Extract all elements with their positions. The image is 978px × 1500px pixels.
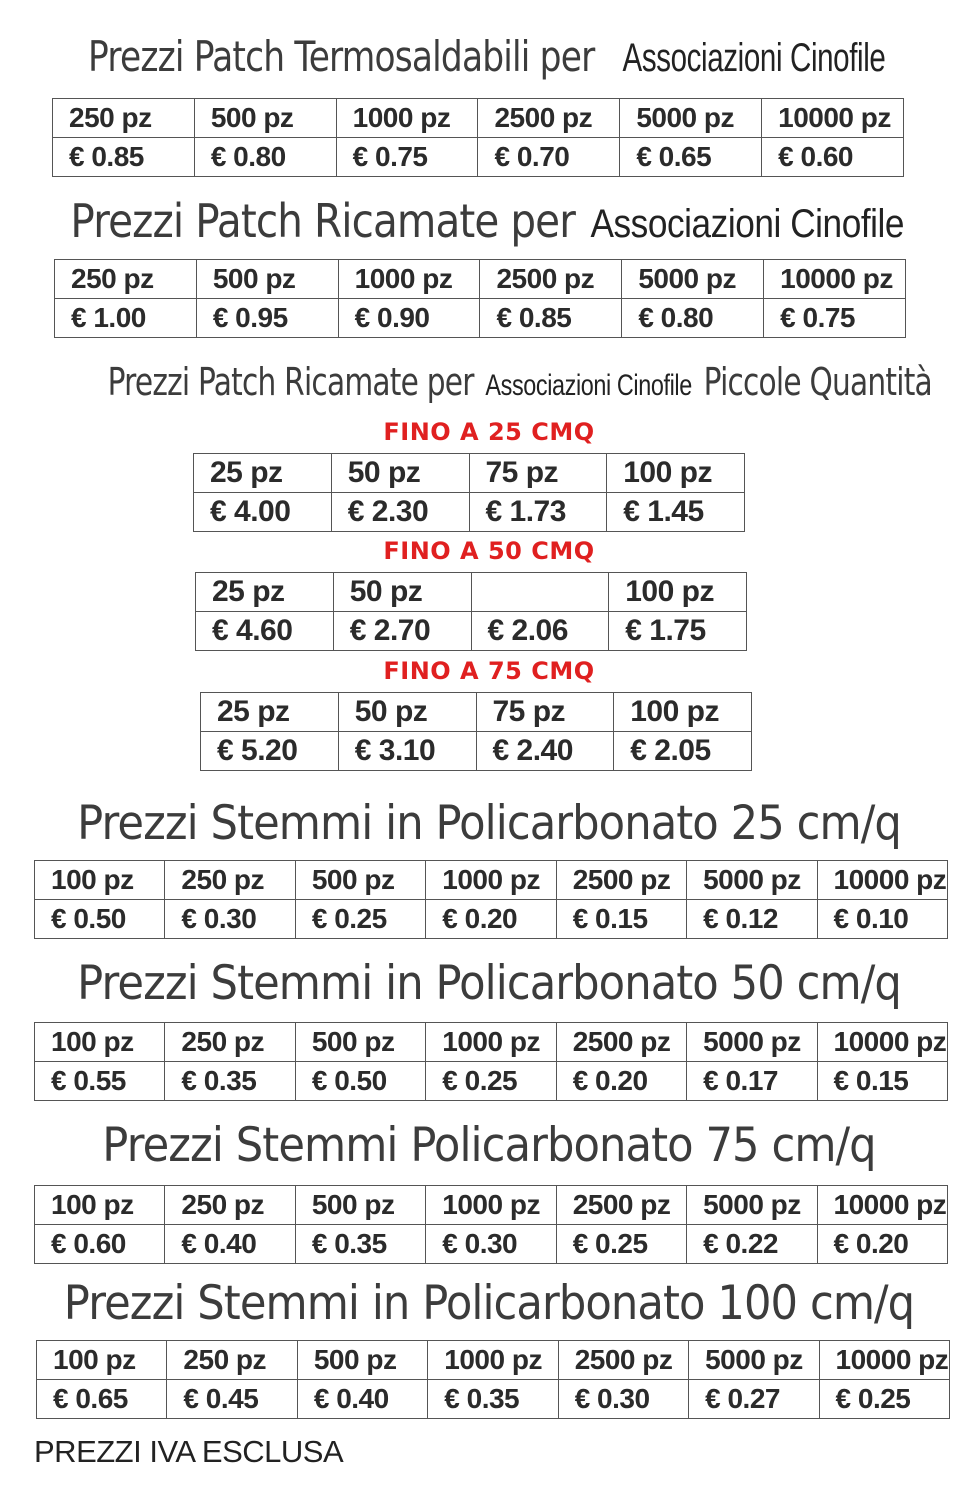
quantity-cell: 250 pz (53, 99, 195, 138)
poly50-title: Prezzi Stemmi in Policarbonato 50 cm/q (77, 956, 901, 1011)
quantity-cell: 500 pz (295, 861, 425, 900)
price-cell: € 0.95 (196, 299, 338, 338)
price-row (35, 1225, 948, 1264)
quantity-cell: 500 pz (297, 1341, 427, 1380)
price-cell: € 0.27 (689, 1380, 819, 1419)
quantity-row (35, 861, 948, 900)
price-cell: € 0.35 (428, 1380, 558, 1419)
quantity-cell: 250 pz (165, 861, 295, 900)
price-row (196, 612, 747, 651)
thermo-title (88, 32, 890, 81)
price-cell: € 2.05 (614, 732, 752, 771)
price-cell: € 0.60 (35, 1225, 165, 1264)
price-cell: € 2.06 (471, 612, 609, 651)
quantity-row (37, 1341, 950, 1380)
quantity-cell: 100 pz (609, 573, 747, 612)
price-cell: € 4.00 (194, 493, 332, 532)
price-cell: € 0.65 (620, 138, 762, 177)
price-cell: € 5.20 (201, 732, 339, 771)
embroidered-price-table (54, 259, 906, 338)
price-row (35, 900, 948, 939)
price-cell: € 2.70 (333, 612, 471, 651)
quantity-cell: 250 pz (165, 1186, 295, 1225)
price-cell: € 0.35 (295, 1225, 425, 1264)
price-row (194, 493, 745, 532)
quantity-cell: 25 pz (196, 573, 334, 612)
price-cell: € 0.75 (336, 138, 478, 177)
quantity-cell: 250 pz (167, 1341, 297, 1380)
quantity-cell: 5000 pz (620, 99, 762, 138)
quantity-cell: 2500 pz (556, 1023, 686, 1062)
quantity-cell: 100 pz (35, 1023, 165, 1062)
quantity-cell: 75 pz (469, 454, 607, 493)
quantity-cell (471, 573, 609, 612)
quantity-cell: 100 pz (35, 861, 165, 900)
quantity-cell: 100 pz (607, 454, 745, 493)
quantity-row (55, 260, 906, 299)
group-75cmq-label: FINO A 75 CMQ (383, 657, 595, 685)
quantity-row (196, 573, 747, 612)
price-cell: € 0.25 (819, 1380, 949, 1419)
poly75-title: Prezzi Stemmi Policarbonato 75 cm/q (102, 1118, 876, 1173)
price-cell: € 0.50 (35, 900, 165, 939)
small-qty-title (107, 360, 932, 404)
quantity-cell: 10000 pz (817, 1023, 947, 1062)
price-cell: € 1.00 (55, 299, 197, 338)
group-50cmq-table (195, 572, 747, 651)
poly75-price-table (34, 1185, 948, 1264)
price-row (201, 732, 752, 771)
price-cell: € 0.25 (426, 1062, 556, 1101)
quantity-cell: 10000 pz (819, 1341, 949, 1380)
quantity-cell: 500 pz (196, 260, 338, 299)
embroidered-title-prefix: Prezzi Patch Ricamate per (70, 194, 575, 248)
price-cell: € 0.70 (478, 138, 620, 177)
price-cell: € 0.60 (762, 138, 904, 177)
quantity-cell: 10000 pz (764, 260, 906, 299)
quantity-cell: 5000 pz (622, 260, 764, 299)
price-cell: € 0.90 (338, 299, 480, 338)
quantity-cell: 5000 pz (687, 1023, 817, 1062)
small-qty-title-tag: Associazioni Cinofile (482, 369, 695, 403)
price-row (37, 1380, 950, 1419)
price-cell: € 0.10 (817, 900, 947, 939)
price-cell: € 0.25 (556, 1225, 686, 1264)
quantity-cell: 25 pz (201, 693, 339, 732)
price-cell: € 0.25 (295, 900, 425, 939)
price-cell: € 0.22 (687, 1225, 817, 1264)
embroidered-title (59, 194, 920, 248)
quantity-cell: 10000 pz (817, 861, 947, 900)
price-cell: € 0.40 (297, 1380, 427, 1419)
quantity-cell: 5000 pz (687, 861, 817, 900)
quantity-cell: 500 pz (295, 1023, 425, 1062)
group-25cmq-label: FINO A 25 CMQ (383, 418, 595, 446)
price-cell: € 0.45 (167, 1380, 297, 1419)
price-cell: € 0.35 (165, 1062, 295, 1101)
quantity-cell: 100 pz (614, 693, 752, 732)
price-cell: € 0.17 (687, 1062, 817, 1101)
price-cell: € 0.65 (37, 1380, 167, 1419)
quantity-cell: 10000 pz (817, 1186, 947, 1225)
thermo-title-tag: Associazioni Cinofile (619, 36, 888, 81)
quantity-cell: 250 pz (55, 260, 197, 299)
price-cell: € 0.40 (165, 1225, 295, 1264)
thermo-title-prefix: Prezzi Patch Termosaldabili per (88, 32, 595, 81)
quantity-cell: 50 pz (333, 573, 471, 612)
poly50-price-table (34, 1022, 948, 1101)
vat-note: PREZZI IVA ESCLUSA (34, 1434, 344, 1469)
quantity-cell: 500 pz (295, 1186, 425, 1225)
poly100-title: Prezzi Stemmi in Policarbonato 100 cm/q (63, 1276, 915, 1331)
quantity-cell: 25 pz (194, 454, 332, 493)
price-cell: € 0.30 (165, 900, 295, 939)
quantity-cell: 500 pz (194, 99, 336, 138)
quantity-row (35, 1023, 948, 1062)
group-50cmq-label: FINO A 50 CMQ (383, 537, 595, 565)
price-cell: € 0.80 (194, 138, 336, 177)
quantity-row (201, 693, 752, 732)
quantity-cell: 2500 pz (556, 861, 686, 900)
price-cell: € 0.12 (687, 900, 817, 939)
quantity-cell: 100 pz (37, 1341, 167, 1380)
quantity-cell: 1000 pz (338, 260, 480, 299)
quantity-row (53, 99, 904, 138)
price-cell: € 1.45 (607, 493, 745, 532)
price-row (55, 299, 906, 338)
price-cell: € 0.30 (558, 1380, 688, 1419)
quantity-cell: 1000 pz (336, 99, 478, 138)
price-cell: € 3.10 (338, 732, 476, 771)
small-qty-title-suffix: Piccole Quantità (703, 360, 932, 404)
quantity-cell: 2500 pz (478, 99, 620, 138)
thermo-price-table (52, 98, 904, 177)
quantity-row (35, 1186, 948, 1225)
poly25-title: Prezzi Stemmi in Policarbonato 25 cm/q (77, 796, 901, 851)
quantity-cell: 1000 pz (428, 1341, 558, 1380)
quantity-cell: 2500 pz (556, 1186, 686, 1225)
price-cell: € 0.20 (426, 900, 556, 939)
price-cell: € 0.85 (480, 299, 622, 338)
group-25cmq-table (193, 453, 745, 532)
quantity-cell: 1000 pz (426, 1023, 556, 1062)
price-cell: € 0.20 (817, 1225, 947, 1264)
quantity-cell: 5000 pz (689, 1341, 819, 1380)
price-row (35, 1062, 948, 1101)
quantity-row (194, 454, 745, 493)
price-cell: € 0.55 (35, 1062, 165, 1101)
quantity-cell: 75 pz (476, 693, 614, 732)
quantity-cell: 2500 pz (480, 260, 622, 299)
price-row (53, 138, 904, 177)
price-cell: € 2.30 (331, 493, 469, 532)
quantity-cell: 50 pz (338, 693, 476, 732)
price-cell: € 0.80 (622, 299, 764, 338)
quantity-cell: 1000 pz (426, 861, 556, 900)
embroidered-title-tag: Associazioni Cinofile (587, 202, 908, 247)
price-cell: € 2.40 (476, 732, 614, 771)
price-cell: € 1.75 (609, 612, 747, 651)
quantity-cell: 250 pz (165, 1023, 295, 1062)
poly100-price-table (36, 1340, 950, 1419)
price-cell: € 0.75 (764, 299, 906, 338)
quantity-cell: 10000 pz (762, 99, 904, 138)
quantity-cell: 1000 pz (426, 1186, 556, 1225)
quantity-cell: 50 pz (331, 454, 469, 493)
group-75cmq-table (200, 692, 752, 771)
price-cell: € 0.15 (817, 1062, 947, 1101)
quantity-cell: 100 pz (35, 1186, 165, 1225)
price-cell: € 0.85 (53, 138, 195, 177)
price-cell: € 0.20 (556, 1062, 686, 1101)
price-cell: € 0.50 (295, 1062, 425, 1101)
price-cell: € 1.73 (469, 493, 607, 532)
small-qty-title-prefix: Prezzi Patch Ricamate per (107, 360, 474, 404)
quantity-cell: 5000 pz (687, 1186, 817, 1225)
price-cell: € 0.30 (426, 1225, 556, 1264)
poly25-price-table (34, 860, 948, 939)
price-cell: € 0.15 (556, 900, 686, 939)
quantity-cell: 2500 pz (558, 1341, 688, 1380)
price-cell: € 4.60 (196, 612, 334, 651)
